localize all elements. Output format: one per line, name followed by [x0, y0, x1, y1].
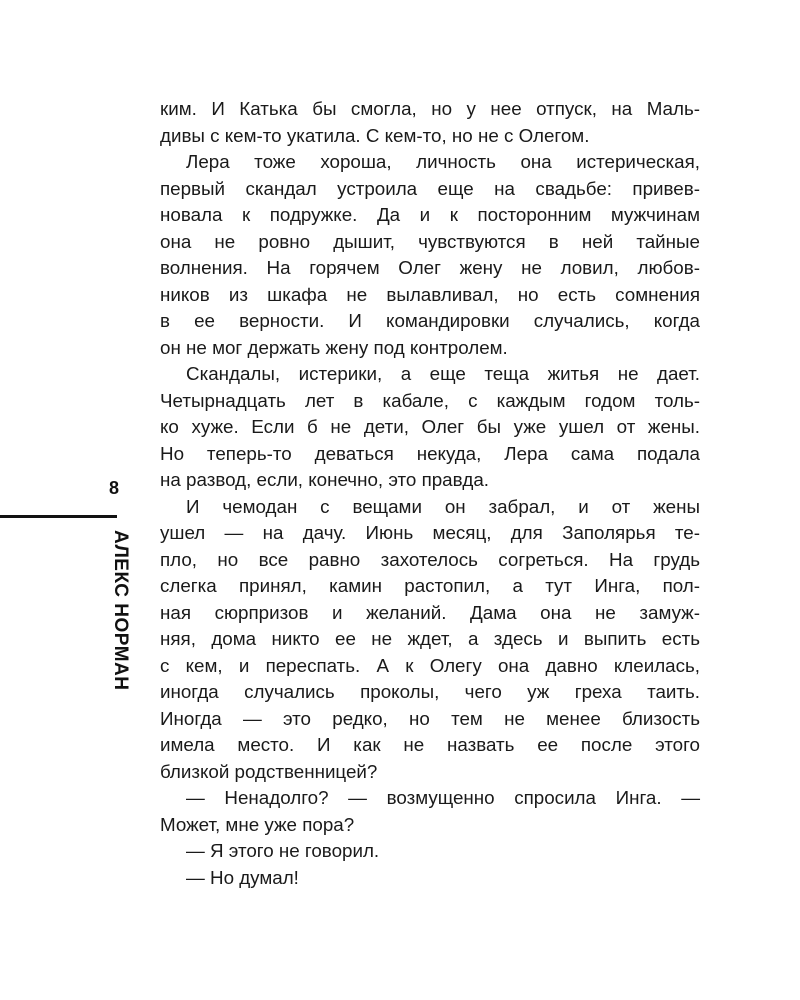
- text-line: няя, дома никто ее не ждет, а здесь и выпить есть: [160, 628, 700, 649]
- text-line: она не ровно дышит, чувствуются в ней тайные: [160, 230, 700, 252]
- text-line: он не мог держать жену под контролем.: [160, 336, 508, 358]
- text-line: — Я этого не говорил.: [186, 840, 380, 861]
- text-line: ким. И Катька бы смогла, но у нее отпуск, на Маль-: [160, 98, 700, 119]
- side-rule: [0, 515, 117, 518]
- text-line: на развод, если, конечно, это правда.: [160, 469, 490, 490]
- text-line: Лера тоже хороша, личность она истерическая,: [186, 151, 700, 172]
- text-line: И чемодан с вещами он забрал, и от жены: [186, 495, 700, 517]
- page-number: 8: [108, 478, 119, 498]
- text-line: ников из шкафа не вылавливал, но есть сомнения: [160, 283, 700, 305]
- text-line: Но теперь-то деваться некуда, Лера сама подала: [160, 442, 700, 464]
- text-line: слегка принял, камин растопил, а тут Инга, пол-: [160, 575, 700, 596]
- text-line: Иногда — это редко, но тем не менее близость: [160, 707, 700, 729]
- text-line: иногда случались проколы, чего уж греха таить.: [160, 681, 700, 702]
- text-line: — Но думал!: [186, 866, 299, 888]
- text-line: с кем, и переспать. А к Олегу она давно клеилась,: [160, 654, 700, 676]
- text-line: ная сюрпризов и желаний. Дама она не замуж-: [160, 601, 700, 623]
- text-line: Скандалы, истерики, а еще теща житья не дает.: [186, 363, 700, 384]
- text-line: ушел — на дачу. Июнь месяц, для Заполярья те-: [160, 522, 700, 543]
- body-text: [160, 96, 700, 891]
- text-line: первый скандал устроила еще на свадьбе: привев-: [160, 177, 700, 199]
- text-line: имела место. И как не назвать ее после этого: [160, 734, 700, 755]
- text-line: дивы с кем-то укатила. С кем-то, но не с Олегом.: [160, 124, 590, 146]
- text-line: новала к подружке. Да и к посторонним мужчинам: [160, 204, 700, 225]
- author-running-head: АЛЕКС НОРМАН: [110, 530, 131, 691]
- text-line: Может, мне уже пора?: [160, 813, 355, 835]
- text-line: ко хуже. Если б не дети, Олег бы уже ушел от жены.: [160, 416, 700, 437]
- text-line: волнения. На горячем Олег жену не ловил, любов-: [160, 257, 700, 278]
- text-line: пло, но все равно захотелось согреться. На грудь: [160, 548, 700, 570]
- text-line: — Ненадолго? — возмущенно спросила Инга. —: [186, 787, 700, 808]
- text-line: в ее верности. И командировки случались, когда: [160, 310, 700, 331]
- text-line: близкой родственницей?: [160, 760, 378, 782]
- text-line: Четырнадцать лет в кабале, с каждым годом толь-: [160, 389, 700, 411]
